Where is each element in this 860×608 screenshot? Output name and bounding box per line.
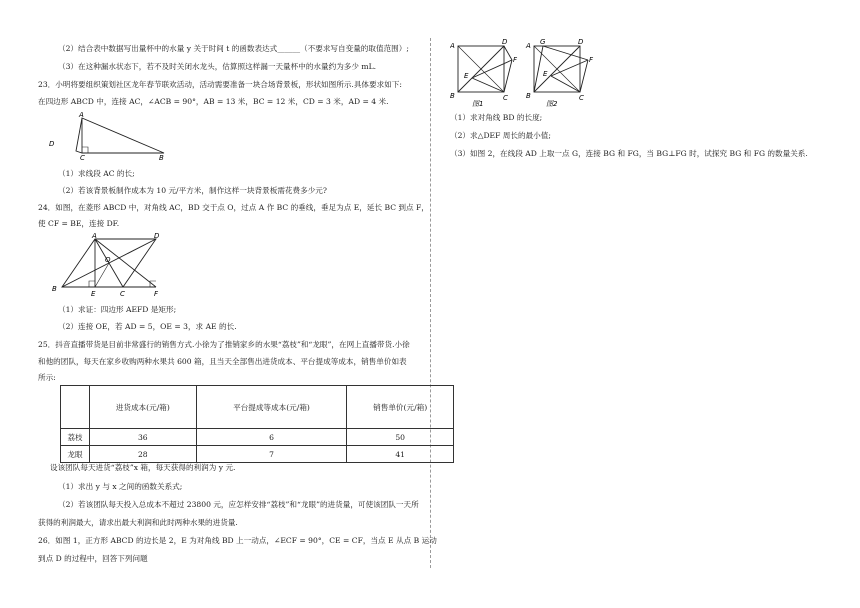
q22-part2: （2）结合表中数据写出量杯中的水量 y 关于时间 t 的函数表达式______（不要求写自变量的取值范围）; (58, 44, 409, 53)
fig1-label-c: C (503, 94, 508, 102)
q24-sub2: （2）连接 OE，若 AD = 5，OE = 3，求 AE 的长. (58, 322, 237, 331)
q23-label-b: B (159, 154, 164, 162)
table-cell: 7 (196, 446, 347, 463)
q23-stem-line2: 在四边形 ABCD 中，连接 AC，∠ACB = 90°，AB = 13 米，BC = 12 米，CD = 3 米，AD = 4 米. (38, 97, 389, 106)
q25-stem-line1: 25．抖音直播带货是目前非常盛行的销售方式.小徐为了推销家乡的水果“荔枝”和“龙眼”，在网上直播带货.小徐 (38, 340, 410, 349)
q25-setup: 设该团队每天进货“荔枝”x 箱，每天获得的利润为 y 元. (50, 463, 236, 472)
q25-table (60, 385, 454, 463)
table-cell: 6 (196, 429, 347, 446)
table-header-cell: 进货成本(元/箱) (90, 386, 197, 429)
q23-label-c: C (80, 154, 85, 162)
q23-figure (46, 110, 176, 162)
q24-stem-line1: 24．如图，在菱形 ABCD 中，对角线 AC，BD 交于点 O，过点 A 作 BC 的垂线，垂足为点 E，延长 BC 到点 F， (38, 203, 429, 212)
fig2-label-a: A (526, 42, 531, 50)
q23-label-a: A (79, 111, 84, 119)
fig1-label-d: D (502, 38, 508, 46)
table-header-cell: 平台提成等成本(元/箱) (196, 386, 347, 429)
table-row (61, 446, 454, 463)
q24-label-c: C (120, 290, 125, 298)
q23-sub2: （2）若该背景板制作成本为 10 元/平方米，制作这样一块背景板需花费多少元? (58, 186, 327, 195)
fig1-label-e: E (464, 72, 469, 80)
table-cell: 50 (347, 429, 454, 446)
fig2-label-f: F (589, 56, 594, 64)
table-row (61, 429, 454, 446)
q25-sub2-line1: （2）若该团队每天投入总成本不超过 23800 元，应怎样安排“荔枝”和“龙眼”的进货量，可使该团队一天所 (58, 500, 419, 509)
q24-label-o: O (105, 256, 111, 264)
q22-part3: （3）在这种漏水状态下，若不及时关闭水龙头，估算照这样漏一天量杯中的水量约为多少 mL. (58, 62, 377, 71)
table-header-cell (61, 386, 90, 429)
q24-sub1: （1）求证：四边形 AEFD 是矩形; (58, 305, 177, 314)
q26-figure-1 (450, 38, 518, 108)
q24-figure (44, 231, 174, 299)
fig2-label-g: G (540, 38, 546, 46)
table-header-row (61, 386, 454, 429)
q23-sub1: （1）求线段 AC 的长; (58, 169, 135, 178)
q24-label-b: B (52, 285, 57, 293)
q25-sub2-line2: 获得的利润最大，请求出最大利润和此时两种水果的进货量. (38, 518, 238, 527)
table-cell: 28 (90, 446, 197, 463)
q24-stem-line2: 使 CF = BE，连接 DF. (38, 219, 120, 228)
table-cell: 36 (90, 429, 197, 446)
fig1-label-b: B (450, 92, 455, 100)
q25-sub1: （1）求出 y 与 x 之间的函数关系式; (58, 482, 183, 491)
fig2-label-c: C (579, 94, 584, 102)
q26-sub1: （1）求对角线 BD 的长度; (450, 113, 543, 122)
q26-sub3: （3）如图 2，在线段 AD 上取一点 G，连接 BG 和 FG，当 BG⊥FG 时，试探究 BG 和 FG 的数量关系. (450, 149, 808, 158)
q24-label-f: F (154, 290, 159, 298)
q25-stem-line2: 和他的团队，每天在家乡收购两种水果共 600 箱，且当天全部售出进货成本、平台提成等成本，销售单价如表 (38, 357, 407, 366)
table-cell: 龙眼 (61, 446, 90, 463)
q26-stem-line1: 26．如图 1，正方形 ABCD 的边长是 2，E 为对角线 BD 上一动点，∠ECF = 90°，CE = CF，当点 E 从点 B 运动 (38, 536, 437, 545)
q26-figure-2 (525, 38, 594, 108)
table-cell: 荔枝 (61, 429, 90, 446)
q24-label-a: A (92, 232, 97, 240)
fig2-label-b: B (526, 92, 531, 100)
q26-stem-line2: 到点 D 的过程中，回答下列问题 (38, 554, 148, 563)
q23-stem-line1: 23．小明将要组织策划社区龙年春节联欢活动，活动需要准备一块合场背景板，形状如图所示.具体要求如下: (38, 80, 402, 89)
q24-label-d: D (154, 232, 160, 240)
fig1-caption: 图1 (472, 100, 484, 108)
column-divider (430, 38, 431, 568)
fig1-label-f: F (513, 56, 518, 64)
q25-stem-line3: 所示: (38, 373, 56, 382)
fig2-caption: 图2 (546, 100, 558, 108)
table-header-cell: 销售单价(元/箱) (347, 386, 454, 429)
fig2-label-d: D (578, 38, 584, 46)
fig1-label-a: A (450, 42, 455, 50)
q26-sub2: （2）求△DEF 周长的最小值; (450, 131, 551, 140)
fig2-label-e: E (543, 70, 548, 78)
q24-label-e: E (91, 290, 96, 298)
table-cell: 41 (347, 446, 454, 463)
q26-figures (450, 38, 610, 110)
q23-label-d: D (49, 140, 55, 148)
